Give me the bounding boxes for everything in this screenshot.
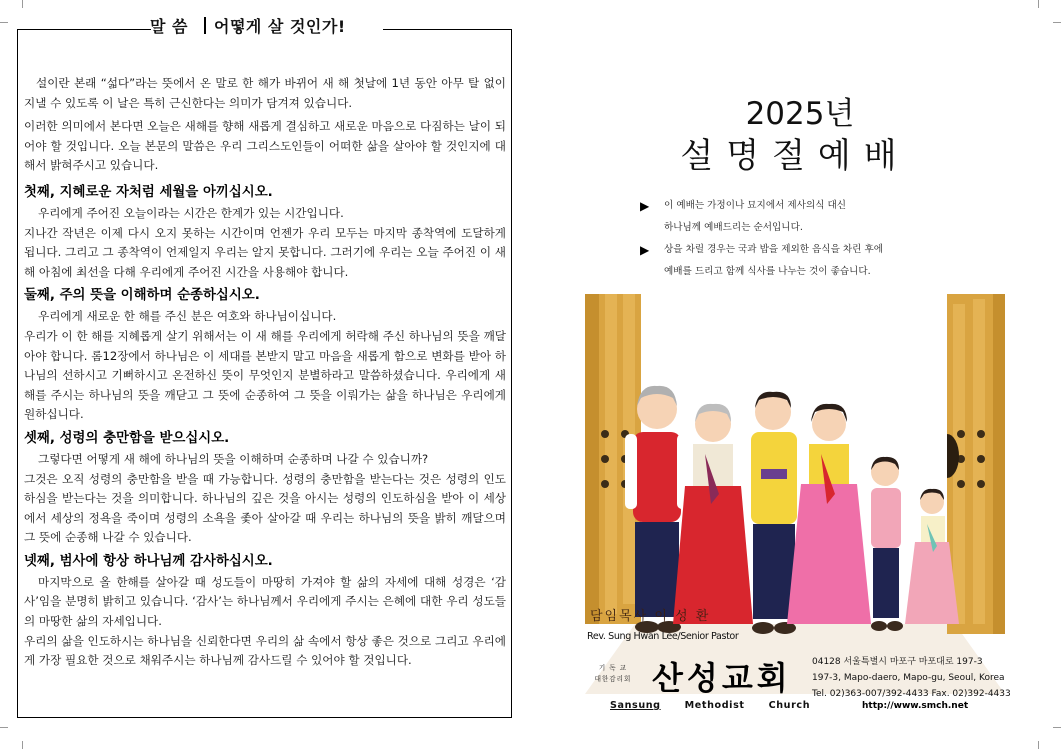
header-divider <box>204 17 206 34</box>
service-title: 설명절예배 <box>680 136 910 176</box>
note-line: 이 예배는 가정이나 묘지에서 제사의식 대신 <box>664 200 847 211</box>
note-item <box>640 239 940 283</box>
seal-line: 기 독 교 <box>598 664 628 672</box>
section-body <box>24 450 506 548</box>
intro-paragraph: 이러한 의미에서 본다면 오늘은 새해를 향해 새롭게 결심하고 새로운 마음으로 다짐하는 날이 되어야 할 것입니다. 오늘 본문의 말씀은 우리 그리스도인들이 어떠한 삶을 살아야 할 것인지에 대해서 밝혀주시고 있습니다. <box>24 119 506 173</box>
section-text: 그것은 오직 성령의 충만함을 받을 때 가능합니다. 성령의 충만함을 받는다는 것은 성령의 인도하심을 받는다는 것을 의미합니다. 하나님의 깊은 것을 아시는 성령의 인도하심을 받아 이 세상에서 세상의 정욕을 죽이며 성령의 소욕을 좇아 살아갈 때 우리는 하나님의 뜻을 밝히 깨달으며 그 뜻에 순종해 나갈 수 있습니다. <box>24 471 506 545</box>
crop-mark <box>1038 741 1039 749</box>
service-notes <box>640 195 940 283</box>
church-address <box>812 654 1011 702</box>
section-lead: 우리에게 주어진 오늘이라는 시간은 한계가 있는 시간입니다. <box>38 205 344 220</box>
church-website-link[interactable]: http://www.smch.net <box>862 701 969 711</box>
denomination-seal <box>590 663 636 685</box>
pastor-name-english: Rev. Sung Hwan Lee/Senior Pastor <box>587 631 739 642</box>
triangle-bullet-icon: ▶ <box>640 199 650 213</box>
section-text: 우리의 삶을 인도하시는 하나님을 신뢰한다면 우리의 삶 속에서 항상 좋은 것으로 그리고 우리에게 가장 필요한 것으로 채워주시는 하나님께 감사드릴 수 있어야 할 것입니다. <box>24 633 506 668</box>
address-line: 04128 서울특별시 마포구 마포대로 197-3 <box>812 657 983 667</box>
section-body <box>24 573 506 671</box>
service-year: 2025년 <box>745 96 855 132</box>
footer-word: Sansung <box>610 700 661 711</box>
section-heading: 넷째, 범사에 항상 하나님께 감사하십시오. <box>24 553 273 569</box>
footer-word: Church <box>768 700 811 711</box>
crop-mark <box>22 741 23 749</box>
section-heading: 셋째, 성령의 충만함을 받으십시오. <box>24 430 230 446</box>
pastor-name: 담임목사 이 성 환 <box>590 609 711 624</box>
note-item <box>640 195 940 239</box>
crop-mark <box>0 727 8 728</box>
note-line: 예배를 드리고 함께 식사를 나누는 것이 좋습니다. <box>664 266 871 277</box>
crop-mark <box>1038 0 1039 8</box>
section-lead: 마지막으로 올 한해를 살아갈 때 성도들이 마땅히 가져야 할 삶의 자세에 대해 성경은 ‘감사’임을 분명히 밝히고 있습니다. ‘감사’는 하나님께서 우리에게 주시는 은혜에 대한 우리 성도들의 마땅한 삶의 자세입니다. <box>24 574 506 629</box>
footer-word: Methodist <box>684 700 745 711</box>
intro-paragraph: 설이란 본래 “섧다”라는 뜻에서 온 말로 한 해가 바뀌어 새 해 첫날에 1년 동안 아무 탈 없이 지낼 수 있도록 이 날은 특히 근신한다는 의미가 담겨져 있습니다. <box>24 76 506 110</box>
note-line: 하나님께 예배드리는 순서입니다. <box>664 222 803 233</box>
note-line: 상을 차릴 경우는 국과 밥을 제외한 음식을 차린 후에 <box>664 244 884 255</box>
address-line: 197-3, Mapo-daero, Mapo-gu, Seoul, Korea <box>812 673 1005 683</box>
section-heading: 첫째, 지혜로운 자처럼 세월을 아끼십시오. <box>24 184 273 200</box>
crop-mark <box>22 0 23 8</box>
right-door <box>947 294 1005 634</box>
sermon-title: 어떻게 살 것인가! <box>213 17 346 36</box>
sermon-header <box>150 14 410 42</box>
church-name-english <box>610 700 834 711</box>
section-body <box>24 204 506 282</box>
section-heading: 둘째, 주의 뜻을 이해하며 순종하십시오. <box>24 288 260 304</box>
crop-mark <box>1053 727 1061 728</box>
seal-line: 대한감리회 <box>594 675 632 683</box>
sermon-header-label: 말 씀 <box>150 17 188 36</box>
crop-mark <box>1053 22 1061 23</box>
sermon-body <box>24 74 506 674</box>
triangle-bullet-icon: ▶ <box>640 243 650 257</box>
address-line: Tel. 02)363-007/392-4433 Fax. 02)392-4433 <box>812 689 1011 699</box>
section-lead: 우리에게 새로운 한 해를 주신 분은 여호와 하나님이십니다. <box>38 309 337 324</box>
section-text: 지나간 작년은 이제 다시 오지 못하는 시간이며 언젠가 우리 모두는 마지막 종착역에 도달하게 됩니다. 그리고 그 종착역이 언제일지 우리는 알지 못합니다. 그러기에 우리는 오늘 주어진 이 새해 아침에 최선을 다해 우리에게 주어진 시간을 사용해야 합니다. <box>24 225 506 279</box>
crop-mark <box>0 22 8 23</box>
section-body <box>24 307 506 425</box>
section-text: 우리가 이 한 해를 지혜롭게 살기 위해서는 이 새 해를 우리에게 허락해 주신 하나님의 뜻을 깨달아야 합니다. 롬12장에서 하나님은 이 세대를 본받지 말고 마음을 새롭게 함으로 변화를 받아 하나님의 선하시고 기뻐하시고 온전하신 뜻이 무엇인지 분별하라고 말씀하셨습니다. 우리에게 새 해를 주시는 하나님의 뜻을 깨닫고 그 뜻에 순종하여 그 뜻을 이뤄가는 삶을 하나님은 우리에게 원하십니다. <box>24 328 506 422</box>
section-lead: 그렇다면 어떻게 새 해에 하나님의 뜻을 이해하며 순종하며 나갈 수 있습니까? <box>38 451 429 466</box>
church-name-logo: 산성교회 <box>652 659 792 697</box>
